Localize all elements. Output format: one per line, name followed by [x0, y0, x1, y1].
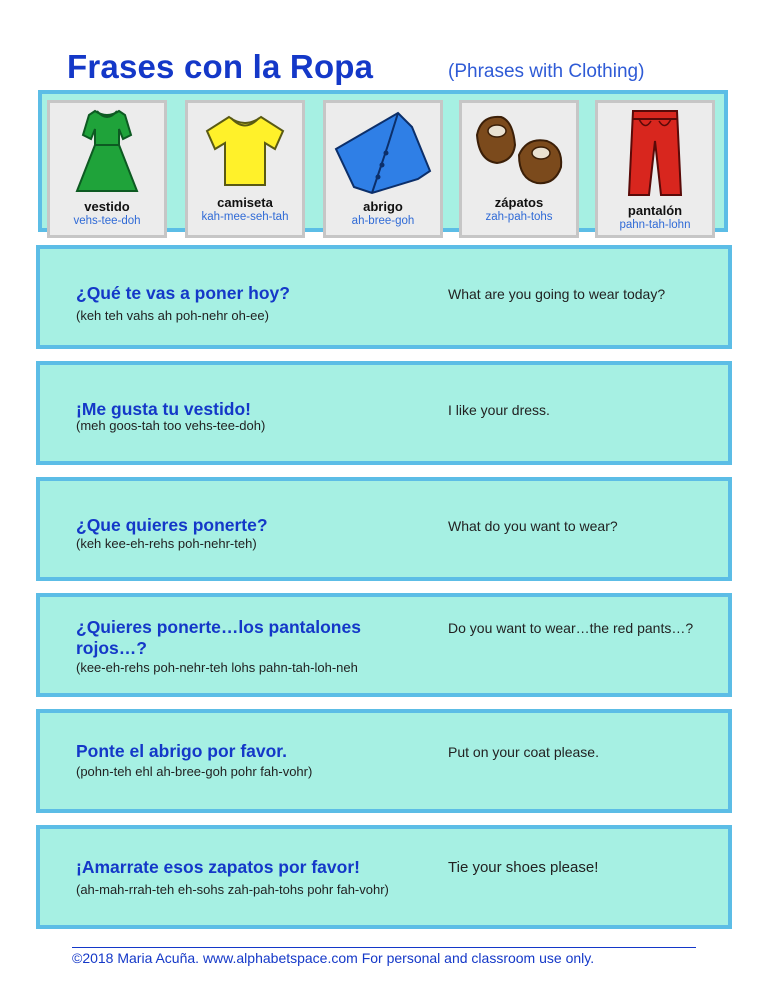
vocab-pronunciation: vehs-tee-doh: [73, 215, 141, 227]
vocab-card-zapatos: [459, 100, 579, 238]
vocab-word: zápatos: [494, 195, 544, 210]
vocab-pronunciation: ah-bree-goh: [351, 215, 415, 227]
phrase-english: What do you want to wear?: [448, 518, 618, 534]
phrase-pronunciation: (meh goos-tah too vehs-tee-doh): [76, 418, 266, 433]
vocab-pronunciation: zah-pah-tohs: [485, 211, 553, 223]
vocab-card-abrigo: [323, 100, 443, 238]
phrase-english: What are you going to wear today?: [448, 286, 666, 302]
phrase-pronunciation: (keh teh vahs ah poh-nehr oh-ee): [76, 308, 269, 323]
phrase-box: [36, 361, 732, 465]
vocab-card-camiseta: [185, 100, 305, 238]
phrase-spanish: ¿Que quieres ponerte?: [76, 515, 268, 535]
page-subtitle: (Phrases with Clothing): [448, 61, 645, 82]
vocab-word: camiseta: [217, 195, 273, 210]
vocab-pronunciation: pahn-tah-lohn: [619, 219, 691, 231]
coat-icon: [328, 105, 438, 197]
phrase-spanish: ¿Quieres ponerte…los pantalones rojos…?: [76, 617, 361, 658]
phrase-box: [36, 245, 732, 349]
phrase-spanish: ¡Me gusta tu vestido!: [76, 399, 252, 419]
phrase-spanish: Ponte el abrigo por favor.: [76, 741, 288, 761]
phrase-pronunciation: (kee-eh-rehs poh-nehr-teh lohs pahn-tah-loh-neh: [76, 660, 358, 675]
phrase-box: [36, 477, 732, 581]
vocab-word: vestido: [84, 199, 130, 214]
vocab-card-vestido: [47, 100, 167, 238]
phrase-english: Do you want to wear…the red pants…?: [448, 620, 694, 636]
phrase-english: Put on your coat please.: [448, 744, 599, 760]
vocab-word: abrigo: [363, 199, 403, 214]
copyright-footer: ©2018 Maria Acuña. www.alphabetspace.com For personal and classroom use only.: [72, 950, 595, 966]
vocab-pronunciation: kah-mee-seh-tah: [201, 211, 289, 223]
phrase-box: [36, 825, 732, 929]
phrase-box: [36, 709, 732, 813]
dress-icon: [67, 105, 147, 197]
footer-divider: [72, 947, 696, 948]
phrase-pronunciation: (ah-mah-rrah-teh eh-sohs zah-pah-tohs pohr fah-vohr): [76, 882, 389, 897]
phrase-pronunciation: (pohn-teh ehl ah-bree-goh pohr fah-vohr): [76, 764, 313, 779]
vocab-word: pantalón: [627, 203, 683, 218]
tshirt-icon: [195, 105, 295, 193]
phrase-box: [36, 593, 732, 697]
vocab-card-pantalon: [595, 100, 715, 238]
phrase-spanish: ¡Amarrate esos zapatos por favor!: [76, 857, 360, 877]
pants-icon: [615, 105, 695, 201]
phrase-english: Tie your shoes please!: [448, 859, 599, 876]
phrase-english: I like your dress.: [448, 402, 550, 418]
page-title: Frases con la Ropa: [67, 48, 374, 85]
shoes-icon: [467, 105, 571, 193]
phrase-spanish: ¿Qué te vas a poner hoy?: [76, 283, 290, 303]
phrase-pronunciation: (keh kee-eh-rehs poh-nehr-teh): [76, 536, 257, 551]
